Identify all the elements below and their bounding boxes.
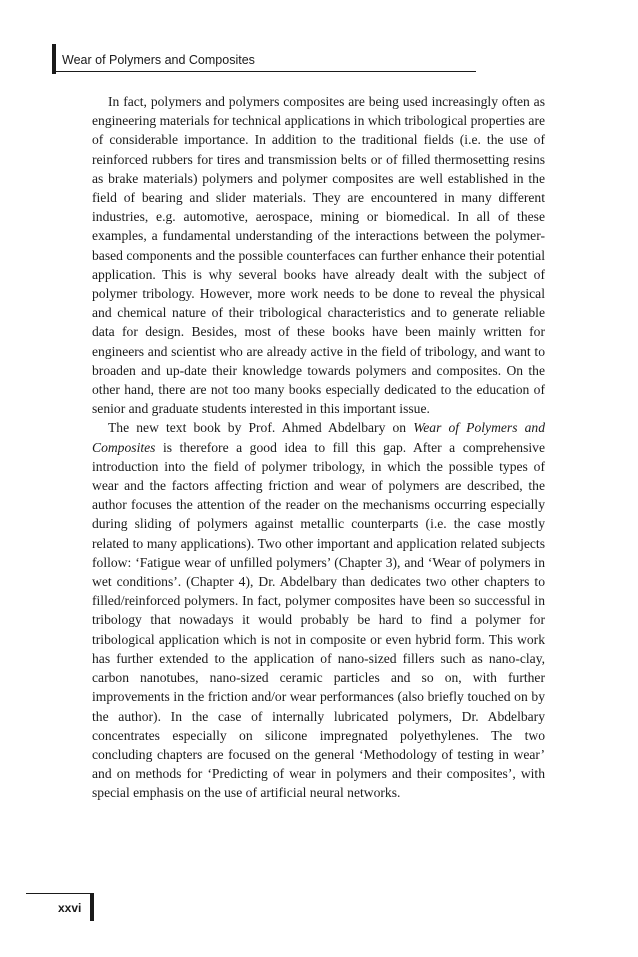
book-title-italic: Wear of Polymers and Composites — [92, 420, 546, 455]
paragraph-2 — [92, 418, 545, 802]
paragraph-2-intro: The new text book by Prof. Ahmed Abdelbary on — [108, 420, 414, 436]
running-header-title: Wear of Polymers and Composites — [62, 53, 255, 67]
page-number: xxvi — [58, 901, 82, 915]
paragraph-1: In fact, polymers and polymers composites are being used increasingly often as engineering materials for technical applications in which tribological properties are of considerable importance. In addition to the traditional fields (i.e. the use of reinforced rubbers for tires and transmission belts or of filled thermosetting resins as brake materials) polymers and polymer composites are well established in the field of bearing and slider materials. They are encountered in many different industries, e.g. automotive, aerospace, mining or biomedical. In all of these examples, a fundamental understanding of the interactions between the polymer-based components and the possible counterfaces can further enhance their potential application. This is why several books have already dealt with the subject of polymer tribology. However, more work needs to be done to reveal the physical and chemical nature of their tribological characteristics and to generate reliable data for design. Besides, most of these books have been mainly written for engineers and scientist who are already active in the field of tribology, and want to broaden and up-date their knowledge towards polymers and composites. On the other hand, there are not too many books especially dedicated to the education of senior and graduate students interested in this important issue. — [92, 94, 545, 417]
header-vertical-bar — [52, 44, 56, 74]
paragraph-2-rest: is therefore a good idea to fill this gap. After a comprehensive introduction into the field of polymer tribology, in which the possible types of wear and the factors affecting friction and wear of polymers are described, the author focuses the attention of the reader on the mechanisms occurring especially during sliding of polymers against metallic counterparts (i.e. the case mostly related to many applications). Two other important and application related subjects follow: ‘Fatigue wear of unfilled polymers’ (Chapter 3), and ‘Wear of polymers in wet conditions’. (Chapter 4), Dr. Abdelbary than dedicates two other chapters to filled/reinforced polymers. In fact, polymer composites have been so successful in tribology that nowadays it would probably be hard to find a polymer for tribological application which is not in composite or even hybrid form. This work has further extended to the application of nano-sized fillers such as nano-clay, carbon nanotubes, nano-sized ceramic particles and so on, with further improvements in the friction and/or wear performances (also briefly touched on by the author). In the case of internally lubricated polymers, Dr. Abdelbary concentrates especially on silicone impregnated polyethylenes. The two concluding chapters are focused on the general ‘Methodology of testing in wear’ and on methods for ‘Predicting of wear in polymers and their composites’, with special emphasis on the use of artificial neural networks. — [92, 439, 545, 801]
page-body — [92, 92, 545, 803]
header-rule — [56, 71, 476, 72]
footer-vertical-bar — [90, 893, 94, 921]
footer-rule — [26, 893, 90, 894]
